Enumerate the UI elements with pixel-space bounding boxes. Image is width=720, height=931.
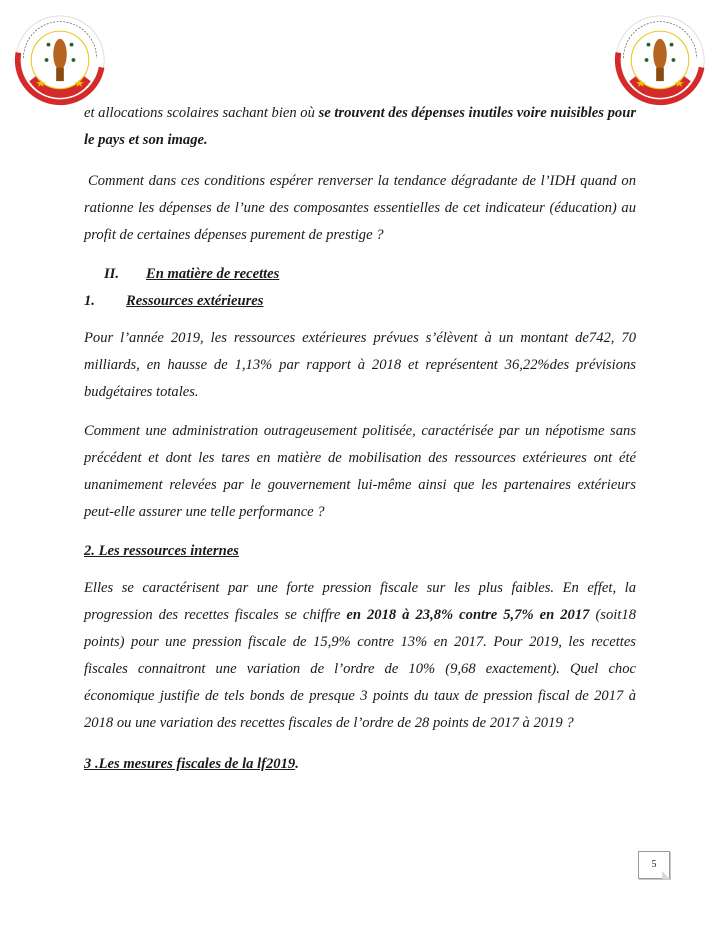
paragraph-text: (soit18 points) pour une pression fiscale de 15,9% contre 13% en 2017. Pour 2019, les recettes fiscales connaitront une variation de l’ordre de 10% (9,68 exactement). Quel choc économique justifie de tels bonds de presque 3 points du taux de pression fiscal de 2017 à 2018 ou une variation des recettes fiscales de l’ordre de 28 points de 2017 à 2019 ? <box>84 607 636 731</box>
paragraph-idh: Comment dans ces conditions espérer renverser la tendance dégradante de l’IDH quand on rationne les dépenses de l’une des composantes essentielles de cet indicateur (éducation) au profit de certaines dépenses purement de prestige ? <box>84 173 636 243</box>
party-emblem-icon <box>12 12 108 108</box>
section-heading-recettes <box>84 261 636 288</box>
party-logo-left <box>12 12 108 108</box>
paragraph-ressources-2019: Pour l’année 2019, les ressources extérieures prévues s’élèvent à un montant de742, 70 milliards, en hausse de 1,13% par rapport à 2018 et représentent 36,22%des prévisions budgétaires totales. <box>84 330 636 400</box>
paragraph-bold-text: en 2018 à 23,8% contre 5,7% en 2017 <box>346 607 590 623</box>
section-title: 3 .Les mesures fiscales de la lf2019 <box>84 756 296 772</box>
section-heading-ressources-internes: 2. Les ressources internes <box>84 543 239 559</box>
section-heading-mesures-fiscales <box>84 751 636 778</box>
section-title: Ressources extérieures <box>126 293 264 309</box>
paragraph-administration: Comment une administration outrageusement politisée, caractérisée par un népotisme sans précédent et dont les tares en matière de mobilisation des ressources extérieures ont été unanimement relevées par le gouvernement lui-même ainsi que les partenaires extérieurs peut-elle assurer une telle performance ? <box>84 423 636 520</box>
section-number: 1. <box>84 293 95 309</box>
section-title: En matière de recettes <box>146 266 280 282</box>
section-heading-ressources-exterieures <box>84 288 636 315</box>
document-body <box>84 100 636 788</box>
paragraph-pression-fiscale <box>84 575 636 737</box>
paragraph-bold-text: se trouvent des dépenses inutiles voire nuisibles pour le pays et son image. <box>84 105 636 148</box>
section-title-trailing: . <box>295 756 299 772</box>
party-emblem-icon <box>612 12 708 108</box>
party-logo-right <box>612 12 708 108</box>
paragraph-text: et allocations scolaires sachant bien où <box>84 105 319 121</box>
paragraph-text: Elles se caractérisent par une forte pression fiscale sur les plus faibles. En effet, la progression des recettes fiscales se chiffre <box>84 580 636 623</box>
paragraph-scolaires <box>84 100 636 154</box>
page-number-box: 5 <box>638 851 670 879</box>
section-number: II. <box>104 266 120 282</box>
